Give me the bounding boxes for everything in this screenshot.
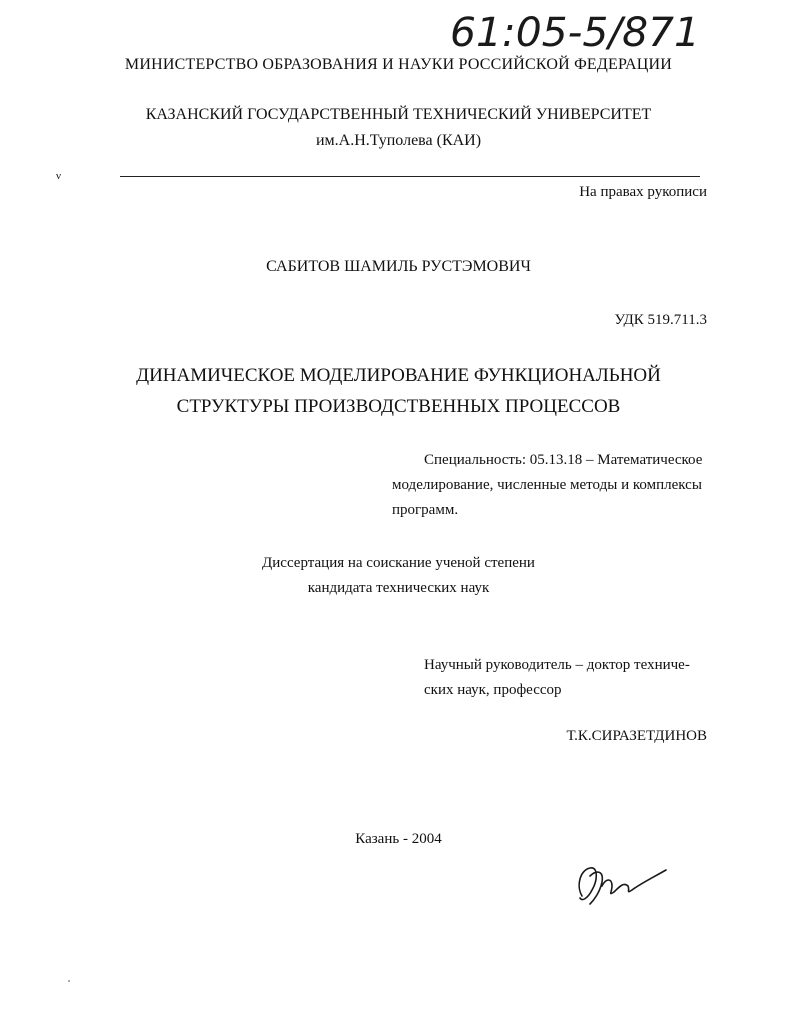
degree-statement — [0, 551, 797, 601]
title-line-2: СТРУКТУРЫ ПРОИЗВОДСТВЕННЫХ ПРОЦЕССОВ — [176, 396, 621, 417]
degree-line-2: кандидата технических наук — [307, 580, 490, 596]
specialty-line-1: Специальность: 05.13.18 – Математическое — [424, 452, 703, 468]
udc-code: УДК 519.711.3 — [614, 312, 707, 328]
scan-speck — [68, 980, 70, 982]
place-and-year: Казань - 2004 — [355, 831, 442, 847]
supervisor-line-1: Научный руководитель – доктор техниче- — [424, 657, 690, 673]
ministry-name: МИНИСТЕРСТВО ОБРАЗОВАНИЯ И НАУКИ РОССИЙСКОЙ ФЕДЕРАЦИИ — [124, 56, 673, 73]
title-line-1: ДИНАМИЧЕСКОЕ МОДЕЛИРОВАНИЕ ФУНКЦИОНАЛЬНОЙ — [136, 365, 661, 386]
author-name: САБИТОВ ШАМИЛЬ РУСТЭМОВИЧ — [266, 258, 531, 275]
handwritten-archive-code — [450, 8, 710, 52]
archive-code-text: 61:05-5/871 — [450, 10, 700, 52]
supervisor-name: Т.К.СИРАЗЕТДИНОВ — [566, 728, 707, 744]
rights-notice: На правах рукописи — [579, 184, 707, 200]
supervisor-block — [424, 653, 707, 703]
signature-image — [568, 856, 668, 912]
dissertation-title — [0, 360, 797, 422]
margin-mark: ν — [56, 170, 61, 182]
university-named-after: им.А.Н.Туполева (КАИ) — [315, 132, 482, 149]
specialty-line-2: моделирование, численные методы и комплексы — [392, 477, 702, 493]
university-name: КАЗАНСКИЙ ГОСУДАРСТВЕННЫЙ ТЕХНИЧЕСКИЙ УНИВЕРСИТЕТ — [145, 106, 652, 123]
supervisor-line-2: ских наук, профессор — [424, 682, 562, 698]
specialty-line-3: программ. — [392, 502, 459, 518]
header-divider — [120, 176, 700, 177]
specialty-block — [392, 448, 707, 523]
degree-line-1: Диссертация на соискание ученой степени — [262, 555, 535, 571]
